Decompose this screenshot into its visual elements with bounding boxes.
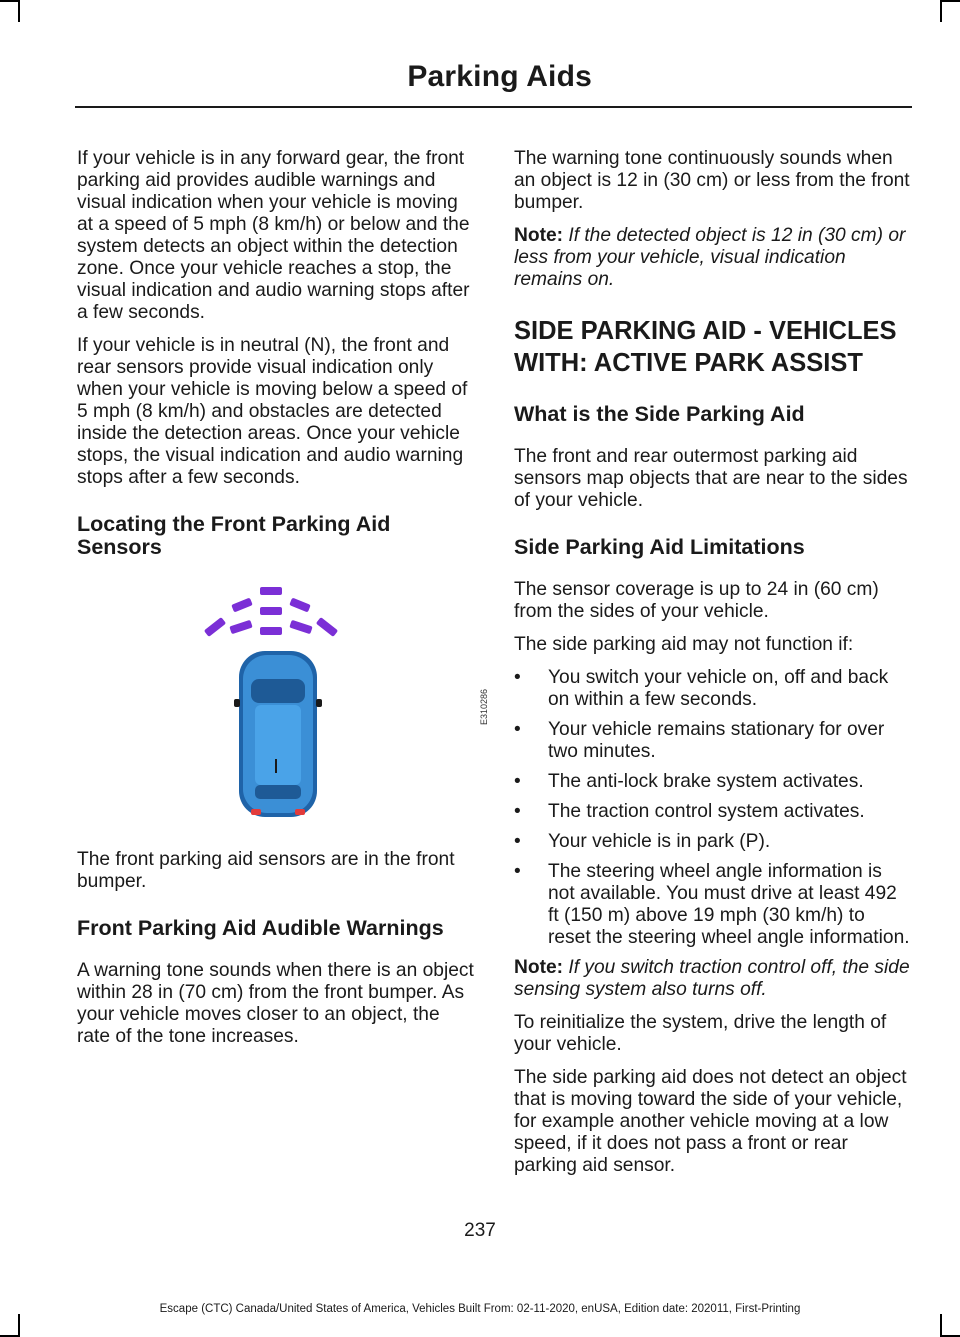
list-item: • The steering wheel angle information is not available. You must drive at least 492 ft (150 m) above 19 mph (30 km/h) to reset the steering wheel angle information. (514, 861, 912, 949)
section-heading: Front Parking Aid Audible Warnings (77, 916, 444, 940)
footer-text: Escape (CTC) Canada/United States of America, Vehicles Built From: 02-11-2020, enUSA, Edition date: 202011, First-Printing (159, 1303, 801, 1315)
limitations-list (514, 667, 912, 949)
paragraph: If your vehicle is in neutral (N), the front and rear sensors provide visual indication only when your vehicle is moving below a speed of 5 mph (8 km/h) and obstacles are detected inside the detection areas. Once your vehicle stops, the visual indication and audio warning stops after a few seconds. (77, 335, 468, 488)
section-heading: Locating the Front Parking Aid Sensors (77, 512, 391, 559)
section-heading: What is the Side Parking Aid (514, 402, 805, 426)
paragraph: The side parking aid may not function if: (514, 634, 854, 655)
crop-mark (18, 1314, 20, 1337)
vehicle-sensor-figure (77, 559, 489, 849)
chapter-heading: SIDE PARKING AID - VEHICLES WITH: ACTIVE PARK ASSIST (514, 317, 897, 377)
paragraph: To reinitialize the system, drive the length of your vehicle. (514, 1012, 887, 1055)
left-column (77, 148, 489, 1059)
header-divider (75, 106, 912, 108)
sensor-waves-icon (204, 587, 338, 637)
crop-mark (0, 0, 20, 2)
paragraph: If your vehicle is in any forward gear, the front parking aid provides audible warnings and visual indication when your vehicle is moving at a speed of 5 mph (8 km/h) or below and the system detects an object within the detection zone. Once your vehicle reaches a stop, the visual indication and audio warning stops after a few seconds. (77, 148, 470, 323)
list-item: • You switch your vehicle on, off and back on within a few seconds. (514, 667, 912, 711)
page-title: Parking Aids (407, 60, 592, 93)
paragraph: The front and rear outermost parking aid sensors map objects that are near to the sides of your vehicle. (514, 446, 908, 511)
paragraph: The warning tone continuously sounds when an object is 12 in (30 cm) or less from the front bumper. (514, 148, 910, 213)
list-item: • Your vehicle remains stationary for over two minutes. (514, 719, 912, 763)
right-column (514, 148, 912, 1188)
page-number: 237 (464, 1220, 496, 1241)
figure-code: E310286 (479, 689, 489, 726)
crop-mark (940, 0, 942, 22)
note-text: If the detected object is 12 in (30 cm) or less from your vehicle, visual indication remains on. (514, 225, 906, 290)
paragraph: The sensor coverage is up to 24 in (60 cm) from the sides of your vehicle. (514, 579, 879, 622)
crop-mark (940, 0, 960, 2)
note-label: Note: (514, 225, 564, 246)
paragraph: The front parking aid sensors are in the front bumper. (77, 849, 455, 892)
crop-mark (18, 0, 20, 22)
list-item: • The traction control system activates. (514, 801, 912, 823)
section-heading: Side Parking Aid Limitations (514, 535, 805, 559)
paragraph: The side parking aid does not detect an object that is moving toward the side of your vehicle, for example another vehicle moving at a low speed, if it does not pass a front or rear parking aid sensor. (514, 1067, 907, 1176)
note (514, 957, 912, 1001)
crop-mark (940, 1314, 942, 1337)
note-text: If you switch traction control off, the side sensing system also turns off. (514, 957, 910, 1000)
car-top-view-illustration (77, 559, 475, 849)
note-label: Note: (514, 957, 564, 978)
paragraph: A warning tone sounds when there is an object within 28 in (70 cm) from the front bumper. As your vehicle moves closer to an object, the rate of the tone increases. (77, 960, 474, 1047)
list-item: • Your vehicle is in park (P). (514, 831, 912, 853)
list-item: • The anti-lock brake system activates. (514, 771, 912, 793)
car-icon (234, 651, 322, 817)
note (514, 225, 912, 291)
